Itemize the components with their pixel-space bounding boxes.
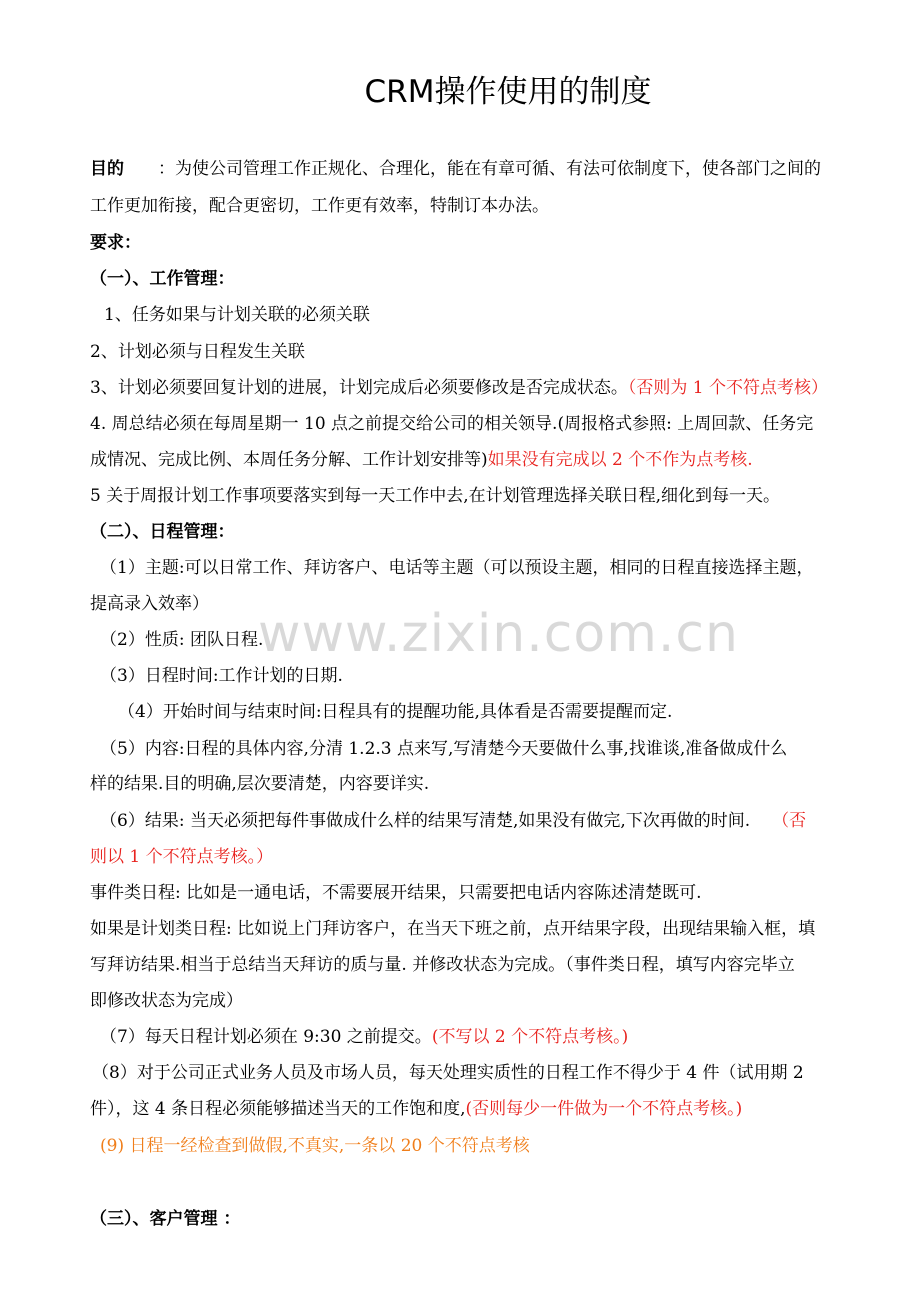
plan-schedule-line-3: 即修改状态为完成） (90, 991, 243, 1011)
section-1-item-4-line-2 (90, 449, 753, 471)
section-1-item-1: 1、任务如果与计划关联的必须关联 (104, 305, 370, 325)
item-4-penalty: 如果没有完成以 2 个不作为点考核. (487, 450, 753, 470)
item-6-penalty-start: （否 (772, 811, 807, 831)
section-2-title: （二）、日程管理： (90, 522, 235, 542)
item-7-text: （7）每天日程计划必须在 9:30 之前提交。 (100, 1027, 432, 1047)
section-2-item-3: （3）日程时间:工作计划的日期. (100, 666, 343, 686)
item-6-text: （6）结果: 当天必须把每件事做成什么样的结果写清楚,如果没有做完,下次再做的时间. (100, 811, 751, 831)
plan-schedule-line-2: 写拜访结果.相当于总结当天拜访的质与量. 并修改状态为完成。（事件类日程，填写内容完毕立 (90, 955, 795, 975)
section-3-title: （三）、客户管理 ： (90, 1209, 241, 1229)
section-2-item-6-line-2: 则以 1 个不符点考核。） (90, 847, 274, 867)
event-schedule-note: 事件类日程: 比如是一通电话，不需要展开结果，只需要把电话内容陈述清楚既可. (90, 883, 702, 903)
item-8-penalty: (否则每少一件做为一个不符点考核。) (465, 1099, 743, 1119)
section-1-title: （一）、工作管理： (90, 269, 235, 289)
watermark-text: www.zixin.com.cn (258, 604, 739, 664)
plan-schedule-line-1: 如果是计划类日程: 比如说上门拜访客户，在当天下班之前，点开结果字段，出现结果输入框，填 (90, 919, 816, 939)
section-1-item-3 (90, 377, 828, 399)
item-8-text: 件），这 4 条日程必须能够描述当天的工作饱和度, (90, 1099, 466, 1119)
section-2-item-8-line-2 (90, 1098, 742, 1120)
document-title: CRM操作使用的制度 (364, 74, 652, 110)
section-2-item-1-line-1: （1）主题:可以日常工作、拜访客户、电话等主题（可以预设主题，相同的日程直接选择主题， (100, 558, 814, 578)
section-2-item-8-line-1: （8）对于公司正式业务人员及市场人员，每天处理实质性的日程工作不得少于 4 件（试用期 2 (92, 1063, 804, 1083)
purpose-line-1 (90, 158, 821, 180)
section-2-item-9: (9) 日程一经检查到做假,不真实,一条以 20 个不符点考核 (100, 1136, 530, 1156)
section-2-item-5-line-1: （5）内容:日程的具体内容,分清 1.2.3 点来写,写清楚今天要做什么事,找谁谈,准备做成什么 (100, 739, 788, 759)
section-1-item-4-line-1: 4. 周总结必须在每周星期一 10 点之前提交给公司的相关领导.(周报格式参照: 上周回款、任务完 (90, 414, 814, 434)
section-1-item-2: 2、计划必须与日程发生关联 (90, 342, 305, 362)
item-7-penalty: (不写以 2 个不符点考核。) (431, 1027, 629, 1047)
section-2-item-6-line-1 (100, 810, 806, 832)
section-2-item-1-line-2: 提高录入效率） (90, 594, 209, 614)
purpose-text-1: ：为使公司管理工作正规化、合理化，能在有章可循、有法可依制度下，使各部门之间的 (158, 159, 821, 179)
section-2-item-5-line-2: 样的结果.目的明确,层次要清楚，内容要详实. (90, 774, 430, 794)
section-2-item-4: （4）开始时间与结束时间:日程具有的提醒功能,具体看是否需要提醒而定. (118, 702, 673, 722)
requirements-heading: 要求： (90, 233, 141, 253)
section-2-item-7 (100, 1026, 628, 1048)
section-2-item-2: （2）性质: 团队日程. (100, 630, 264, 650)
item-3-text: 3、计划必须要回复计划的进展，计划完成后必须要修改是否完成状态。 (90, 378, 628, 398)
purpose-label: 目的 (90, 159, 124, 179)
item-3-penalty: （否则为 1 个不符点考核） (627, 378, 828, 398)
purpose-line-2: 工作更加衔接，配合更密切，工作更有效率，特制订本办法。 (90, 196, 549, 216)
item-4-text: 成情况、完成比例、本周任务分解、工作计划安排等) (90, 450, 488, 470)
section-1-item-5: 5 关于周报计划工作事项要落实到每一天工作中去,在计划管理选择关联日程,细化到每一天。 (90, 486, 781, 506)
